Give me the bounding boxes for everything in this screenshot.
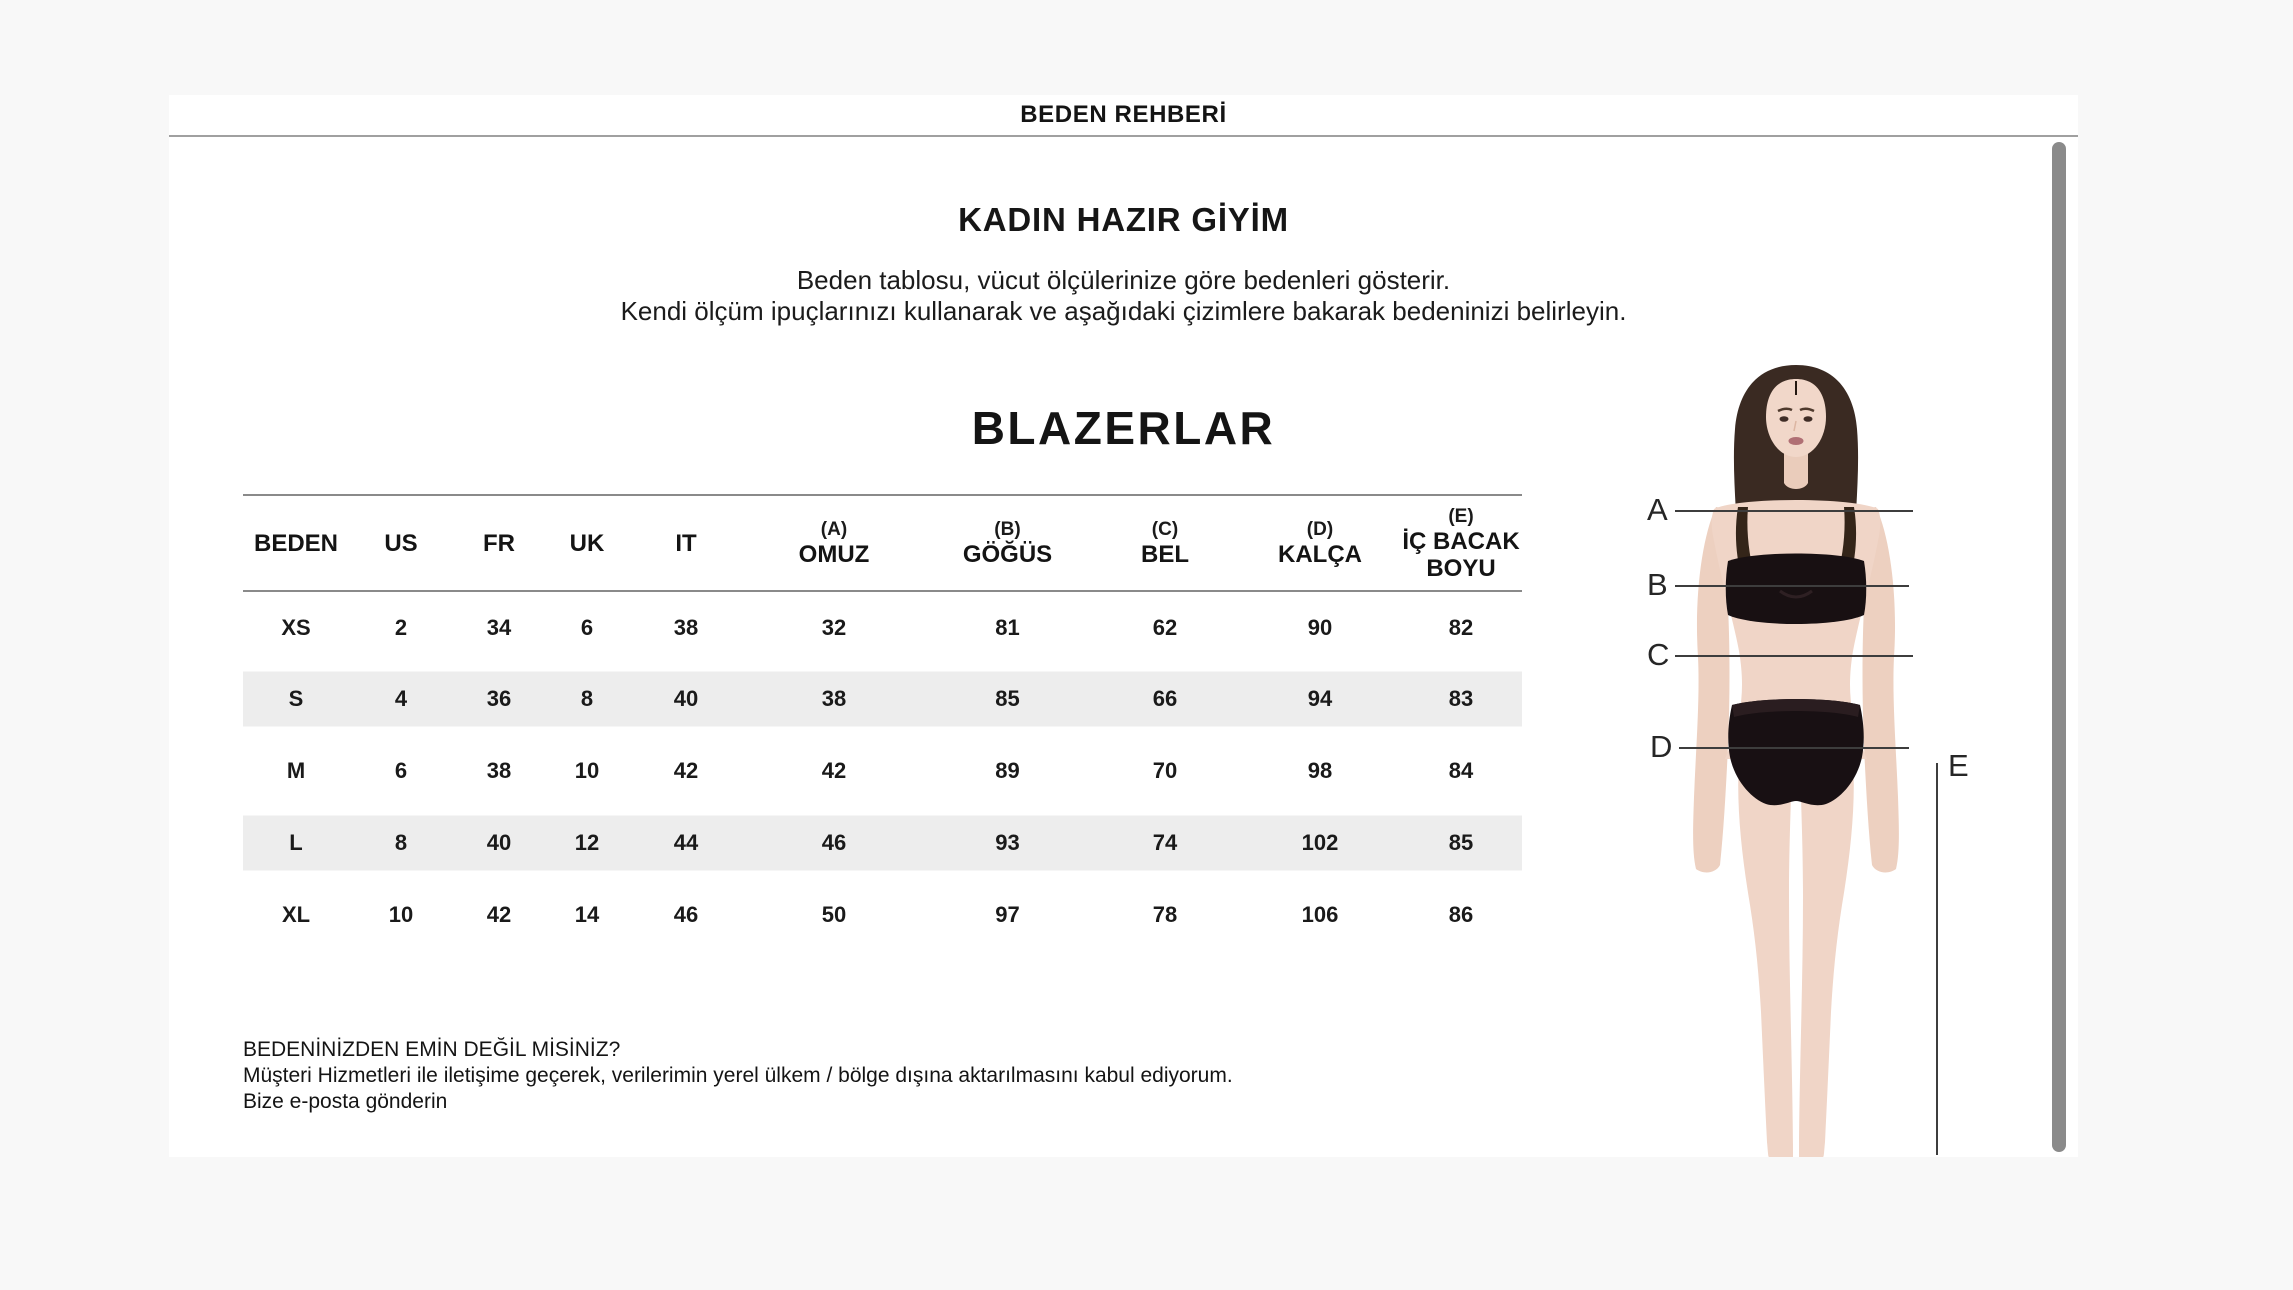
bandeau-top [1726,554,1867,625]
column-code: (A) [820,519,848,540]
value-cell: 85 [925,663,1090,735]
value-cell: 6 [394,758,408,783]
column-header [243,495,349,591]
left-eye [1780,416,1789,422]
column-header [743,495,925,591]
value-cell: 83 [1400,663,1522,735]
page-title: BEDEN REHBERİ [1020,101,1227,128]
value-cell: 42 [673,758,699,783]
value-cell: 78 [1152,902,1178,927]
value-cell: 42 [821,758,847,783]
value-cell: 32 [821,614,847,640]
table-body [243,591,1522,951]
value-cell: 106 [1301,902,1339,927]
column-label: OMUZ [798,541,870,568]
value-cell: 66 [1090,663,1240,735]
value-cell: 2 [394,614,408,640]
value-cell: 8 [545,663,629,735]
column-header [453,495,545,591]
value-cell: 10 [388,902,414,927]
column-label: FR [483,529,515,557]
column-header [545,495,629,591]
value-cell: 10 [574,758,600,783]
measure-label-a: A [1647,492,1668,527]
column-header [1400,495,1522,591]
column-header [1240,495,1400,591]
size-cell: L [243,807,349,879]
column-header [629,495,743,591]
column-header [349,495,453,591]
value-cell: 81 [995,614,1020,640]
right-leg [1799,759,1854,1157]
value-cell: 97 [995,902,1020,927]
value-cell: 46 [743,807,925,879]
value-cell: 8 [349,807,453,879]
value-cell: 85 [1400,807,1522,879]
column-header [925,495,1090,591]
measure-label-d: D [1650,729,1673,764]
value-cell: 34 [486,614,512,640]
lips [1789,437,1804,445]
column-header [1090,495,1240,591]
column-label: BEL [1141,541,1189,568]
size-cell: M [286,758,306,783]
measure-line-d [1679,747,1909,749]
column-label: BEDEN [253,529,338,557]
value-cell: 38 [743,663,925,735]
value-cell: 14 [574,902,600,927]
value-cell: 6 [580,614,594,640]
value-cell: 40 [629,663,743,735]
value-cell: 62 [1152,614,1178,640]
value-cell: 46 [673,902,699,927]
size-guide-card [169,95,2078,1157]
column-code: (C) [1151,519,1179,540]
column-code: (E) [1448,505,1474,527]
size-cell: XS [281,614,311,640]
column-code: (B) [994,519,1021,540]
table-row [243,591,1522,663]
value-cell: 82 [1448,614,1474,640]
value-cell: 36 [453,663,545,735]
value-cell: 93 [925,807,1090,879]
guide-description [169,265,2078,327]
email-link[interactable]: Bize e-posta gönderin [243,1090,448,1113]
column-label: IT [675,529,697,557]
guide-description-line1: Beden tablosu, vücut ölçülerinize göre bedenleri gösterir. [796,265,1451,295]
value-cell: 50 [821,902,847,927]
measure-label-e: E [1948,748,1969,783]
value-cell: 89 [995,758,1020,783]
value-cell: 12 [545,807,629,879]
column-label: GÖĞÜS [962,541,1053,568]
measure-line-a [1675,510,1913,512]
measure-line-b [1675,585,1909,587]
measure-label-b: B [1647,567,1668,602]
body-figure-illustration [1630,357,1970,1157]
column-label: İÇ BACAK BOYU [1402,527,1520,582]
category-heading: KADIN HAZIR GİYİM [958,201,1289,238]
footnote-consent: Müşteri Hizmetleri ile iletişime geçerek, verilerimin yerel ülkem / bölge dışına aktarılmasını kabul ediyorum. [243,1064,1233,1087]
size-table-container [243,494,1522,951]
value-cell: 98 [1307,758,1333,783]
size-cell: S [243,663,349,735]
value-cell: 44 [629,807,743,879]
guide-topbar [169,95,2078,137]
value-cell: 70 [1152,758,1178,783]
footnote-question: BEDENİNİZDEN EMİN DEĞİL MİSİNİZ? [243,1038,621,1061]
measure-label-c: C [1647,637,1670,672]
column-label: US [384,529,418,557]
table-row [243,735,1522,807]
section-title: BLAZERLAR [971,402,1276,454]
value-cell: 86 [1448,902,1474,927]
table-row [243,807,1522,879]
column-label: KALÇA [1278,541,1362,568]
right-eye [1804,416,1813,422]
value-cell: 40 [453,807,545,879]
column-label: UK [569,529,605,557]
value-cell: 84 [1448,758,1474,783]
table-row [243,663,1522,735]
value-cell: 38 [486,758,512,783]
footnote [243,1037,1233,1115]
value-cell: 90 [1307,614,1333,640]
table-row [243,879,1522,951]
value-cell: 4 [349,663,453,735]
value-cell: 102 [1240,807,1400,879]
measure-line-e [1936,763,1938,1155]
value-cell: 38 [673,614,699,640]
value-cell: 94 [1240,663,1400,735]
shorts [1728,699,1863,805]
value-cell: 74 [1090,807,1240,879]
value-cell: 42 [486,902,512,927]
guide-description-line2: Kendi ölçüm ipuçlarınızı kullanarak ve aşağıdaki çizimlere bakarak bedeninizi belirleyin. [620,296,1627,326]
measure-line-c [1675,655,1913,657]
column-code: (D) [1306,519,1334,540]
size-cell: XL [281,902,311,927]
table-header-row [243,495,1522,591]
left-leg [1738,759,1793,1157]
size-table [243,494,1522,951]
